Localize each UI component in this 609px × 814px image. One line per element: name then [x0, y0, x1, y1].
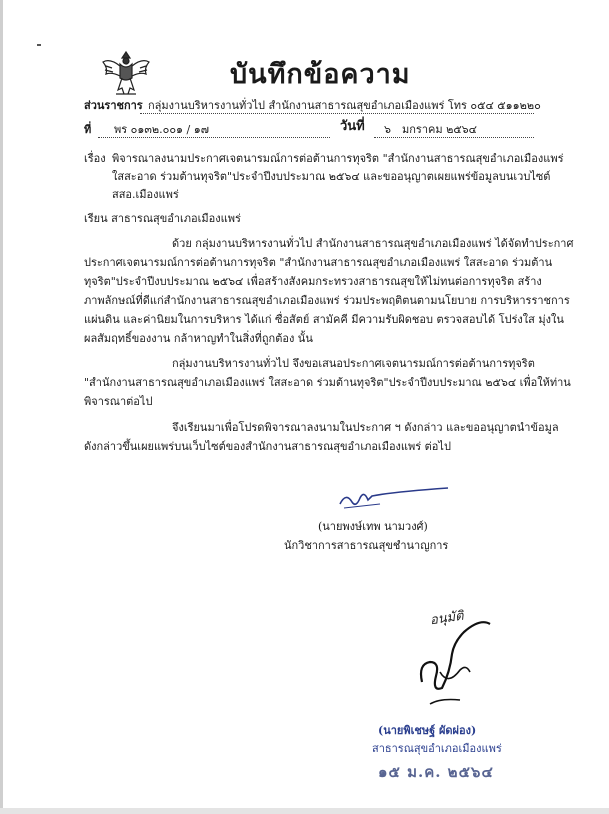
approval-signature-icon: [390, 608, 500, 712]
ref-dotted-line: [98, 137, 330, 138]
date-label: วันที่: [340, 119, 365, 134]
approver-position: สาธารณสุขอำเภอเมืองแพร่: [372, 742, 502, 755]
body-p2-line-3: พิจารณาต่อไป: [84, 395, 153, 408]
agency-value: กลุ่มงานบริหารงานทั่วไป สำนักงานสาธารณสุขอำเภอเมืองแพร่ โทร ๐๕๔ ๕๑๑๒๒๐: [148, 99, 541, 112]
approver-name: (นายพิเชษฐ์ ผัดผ่อง): [378, 724, 477, 737]
scan-edge-bottom: [0, 808, 609, 814]
agency-dotted-line: [140, 113, 534, 114]
body-p2-line-2: "สำนักงานสาธารณสุขอำเภอเมืองแพร่ ใสสะอาด ร่วมต้านทุจริต"ประจำปีงบประมาณ ๒๕๖๔ เพื่อให้ท่าน: [84, 376, 571, 389]
signer-name: (นายพงษ์เทพ นามวงศ์): [318, 520, 428, 533]
body-p3-line-2: ดังกล่าวขึ้นเผยแพร่บนเว็บไซต์ของสำนักงานสาธารณสุขอำเภอเมืองแพร่ ต่อไป: [84, 440, 451, 453]
subject-line-3: สสอ.เมืองแพร่: [112, 188, 179, 201]
ref-label: ที่: [84, 123, 92, 136]
subject-label: เรื่อง: [84, 152, 106, 165]
memo-title: บันทึกข้อความ: [230, 59, 411, 90]
body-p1-line-3: ทุจริต"ประจำปีงบประมาณ ๒๕๖๔ เพื่อสร้างสังคมกระทรวงสาธารณสุขให้ไม่ทนต่อการทุจริต สร้าง: [84, 275, 542, 288]
body-p1-line-2: ประกาศเจตนารมณ์การต่อต้านการทุจริต "สำนักงานสาธารณสุขอำเภอเมืองแพร่ ใสสะอาด ร่วมต้าน: [84, 256, 553, 269]
body-p1-line-6: ผลสัมฤทธิ์ของงาน กล้าหาญทำในสิ่งที่ถูกต้อง นั้น: [84, 332, 313, 345]
garuda-emblem-icon: [100, 48, 152, 98]
ref-value: พร ๐๑๓๒.๐๐๑ / ๑๗: [114, 123, 209, 136]
approval-note: อนุมัติ: [429, 608, 465, 629]
scan-edge-left: [0, 0, 3, 814]
body-p1-line-4: ภาพลักษณ์ที่ดีแก่สำนักงานสาธารณสุขอำเภอเมืองแพร่ ร่วมประพฤติตนตามนโยบาย การบริหารราชการ: [84, 294, 570, 307]
signer-position: นักวิชาการสาธารณสุขชำนาญการ: [284, 539, 449, 552]
agency-label: ส่วนราชการ: [84, 99, 143, 112]
scan-speck: [37, 44, 41, 46]
date-month-year: มกราคม ๒๕๖๔: [402, 123, 477, 136]
body-p2-line-1: กลุ่มงานบริหารงานทั่วไป จึงขอเสนอประกาศเจตนารมณ์การต่อต้านการทุจริต: [172, 357, 535, 370]
date-dotted-line: [374, 137, 534, 138]
body-p1-line-1: ด้วย กลุ่มงานบริหารงานทั่วไป สำนักงานสาธารณสุขอำเภอเมืองแพร่ ได้จัดทำประกาศ: [172, 237, 574, 250]
salutation: เรียน สาธารณสุขอำเภอเมืองแพร่: [84, 212, 241, 225]
subject-line-1: พิจารณาลงนามประกาศเจตนารมณ์การต่อต้านการทุจริต "สำนักงานสาธารณสุขอำเภอเมืองแพร่: [112, 152, 564, 165]
subject-line-2: ใสสะอาด ร่วมต้านทุจริต"ประจำปีงบประมาณ ๒๕๖๔ และขออนุญาตเผยแพร่ข้อมูลบนเวบไซต์: [112, 170, 551, 183]
signer-signature-icon: [332, 478, 452, 518]
body-p1-line-5: แผ่นดิน และค่านิยมในการบริหาร ได้แก่ ซื่อสัตย์ สามัคคี มีความรับผิดชอบ ตรวจสอบได้ โปร่งใส มุ่งใน: [84, 313, 564, 326]
body-p3-line-1: จึงเรียนมาเพื่อโปรดพิจารณาลงนามในประกาศ ฯ ดังกล่าว และขออนุญาตนำข้อมูล: [172, 421, 559, 434]
date-day: ๖: [384, 123, 391, 136]
received-date-stamp: ๑๕ ม.ค. ๒๕๖๔: [378, 763, 494, 781]
